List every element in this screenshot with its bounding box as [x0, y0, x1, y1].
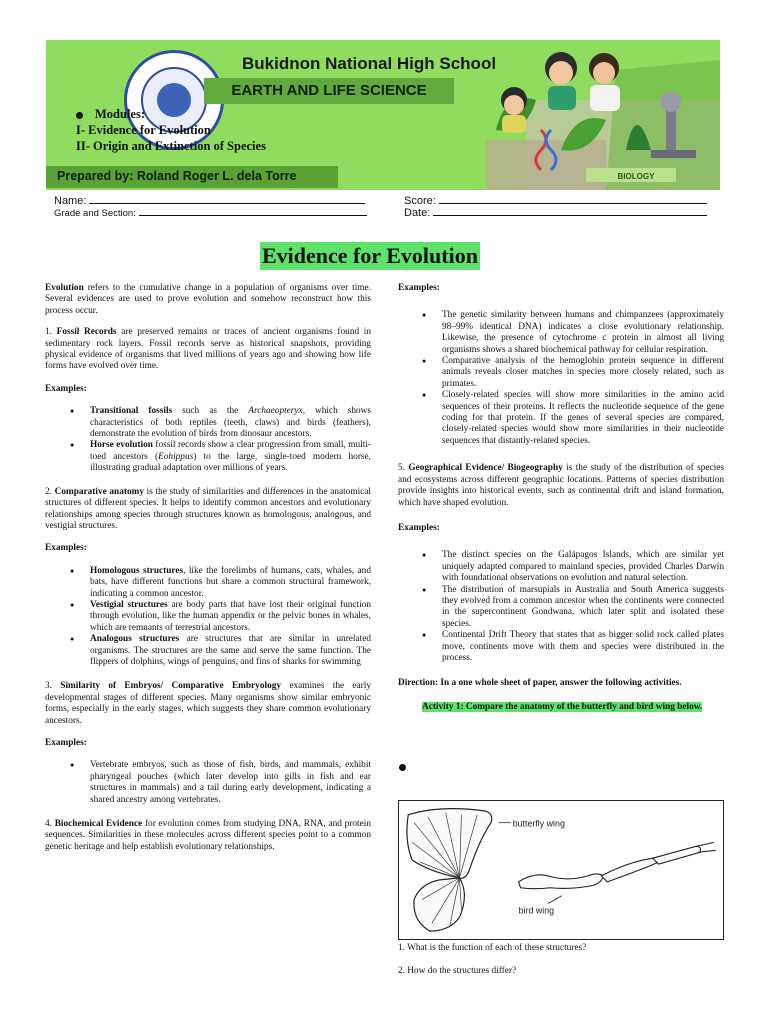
prepared-by: Prepared by: Roland Roger L. dela Torre: [57, 169, 297, 183]
name-field[interactable]: Name:: [54, 193, 365, 207]
header-illustration: [466, 40, 720, 190]
biogeo-examples-list: [442, 550, 724, 664]
bird-wing-label: bird wing: [518, 905, 555, 916]
score-field[interactable]: Score:: [404, 193, 707, 207]
comparative-anatomy-paragraph: 2. Comparative anatomy is the study of similarities and differences in the anatomical structures of different species. It helps to identify common ancestors and evolutionary relationships among species through structures known as homologous, analogous, and vestigial structures.: [45, 486, 371, 531]
svg-text:BIOLOGY: BIOLOGY: [617, 172, 655, 181]
module-1: I- Evidence for Evolution: [76, 123, 211, 137]
intro-paragraph: Evolution refers to the cumulative change in a population of organisms over time. Several evidences are used to prove evolution and somehow reconstruct how this process occur.: [45, 283, 371, 316]
butterfly-wing-label: butterfly wing: [512, 818, 565, 829]
left-column: [45, 283, 371, 853]
examples-heading: Examples:: [45, 738, 87, 748]
fossil-examples-list: [90, 406, 371, 474]
grade-section-field[interactable]: Grade and Section:: [54, 205, 367, 219]
examples-heading: Examples:: [398, 522, 440, 533]
question-1: 1. What is the function of each of these structures?: [398, 943, 587, 953]
biochemical-paragraph: 4. Biochemical Evidence for evolution comes from studying DNA, RNA, and protein sequences. Similarities in these molecules across different species point to a common genetic heritage and help establish evolutionary relationships.: [45, 819, 371, 852]
examples-heading: Examples:: [45, 383, 87, 394]
subject-box: [204, 78, 454, 104]
list-item: ● Closely-related species will show more similarities in the amino acid sequences of their proteins. It reflects the nucleotide sequence of the gene coding for that protein. If the genes of several species are compared, closely-related species would show more similarities in their nucleotide sequences that distantly-related species.: [442, 390, 724, 447]
date-field[interactable]: Date:: [404, 205, 707, 219]
module-2: II- Origin and Extinction of Species: [76, 139, 266, 153]
embryology-paragraph: 3. Similarity of Embryos/ Comparative Embryology examines the early developmental stages of different species. Many organisms show similar embryonic forms, especially in the early stages, which suggests they share common evolutionary ancestors.: [45, 681, 371, 726]
activity-1: Activity 1: Compare the anatomy of the butterfly and bird wing below.: [422, 701, 703, 712]
right-column: [398, 283, 724, 713]
list-item: ● Transitional fossils such as the Archaeopteryx, which shows characteristics of both reptiles (teeth, claws) and birds (feathers), demonstrate the evolution of birds from dinosaur ancestors.: [90, 406, 371, 440]
list-item: ● Vertebrate embryos, such as those of fish, birds, and mammals, exhibit pharyngeal pouches (which later develop into gills in fish and ear structures in mammals) and a tail during early development, indicating a shared ancestry among vertebrates.: [90, 760, 371, 806]
examples-heading: Examples:: [398, 283, 440, 293]
list-item: ● The distribution of marsupials in Australia and South America suggests they evolved from a common ancestor when the continents were connected in the supercontinent Gondwana, which later split and isolated these species.: [442, 585, 724, 631]
butterfly-bird-wing-figure: [398, 800, 724, 940]
subject-title: EARTH AND LIFE SCIENCE: [231, 82, 427, 99]
list-item: ● Analogous structures are structures that are similar in unrelated organisms. The structures are the same and serve the same function. The flippers of dolphins, wings of penguins, and fins of sharks for swimming: [90, 634, 371, 668]
list-item: ● Horse evolution fossil records show a clear progression from small, multi-toed ancestors (Eohippus) to the large, single-toed modern horse, illustrating gradual adaptation over millions of years.: [90, 440, 371, 474]
biochem-examples-list: [442, 310, 724, 447]
list-item: ● The distinct species on the Galápagos Islands, which are similar yet uniquely adapted compared to mainland species, provided Charles Darwin with foundational observations on evolution and natural selection.: [442, 550, 724, 584]
list-item: ● Homologous structures, like the forelimbs of humans, cats, whales, and bats, have different functions but share a common structural framework, indicating a common ancestor.: [90, 566, 371, 600]
header-banner: [46, 40, 720, 190]
anatomy-examples-list: [90, 566, 371, 669]
list-item: ● The genetic similarity between humans and chimpanzees (approximately 98–99% identical DNA) indicates a close evolutionary relationship. Likewise, the presence of cytochrome c protein in almost all living organisms shows a shared biochemical pathway for cellular respiration.: [442, 310, 724, 356]
examples-heading: Examples:: [45, 543, 87, 554]
bullet-icon: [76, 112, 83, 119]
list-item: ● Continental Drift Theory that states that as bigger solid rock called plates move, continents move with them and species were distributed in the process.: [442, 630, 724, 664]
bullet-icon: [399, 764, 406, 771]
school-name: Bukidnon National High School: [242, 54, 497, 73]
modules-list: Modules: I- Evidence for Evolution II- Origin and Extinction of Species: [76, 107, 266, 153]
direction-text: Direction: In a one whole sheet of paper, answer the following activities.: [398, 678, 682, 689]
biogeography-paragraph: 5. Geographical Evidence/ Biogeography is the study of the distribution of species and ecosystems across different geographic locations. Patterns of species distribution provide insights into historical events, such as continental drift and island formation, which have shaped evolution.: [398, 463, 724, 508]
list-item: ● Vestigial structures are body parts that have lost their original function through evolution, like the human appendix or the pelvic bones in whales, which are remnants of terrestrial ancestors.: [90, 600, 371, 634]
page-title: Evidence for Evolution: [262, 243, 478, 268]
questions: [398, 943, 724, 978]
list-item: ● Comparative analysis of the hemoglobin protein sequence in different animals reveals closer matches in species more closely related, such as primates.: [442, 356, 724, 390]
prepared-by-box: [46, 166, 338, 188]
embryo-examples-list: [90, 760, 371, 806]
fossil-records-paragraph: 1. Fossil Records are preserved remains or traces of ancient organisms found in sedimentary rock layers. Fossil records serve as historical snapshots, providing physical evidence of organisms that lived millions of years ago and showing how life forms have evolved over time.: [45, 327, 372, 372]
question-2: 2. How do the structures differ?: [398, 966, 517, 977]
